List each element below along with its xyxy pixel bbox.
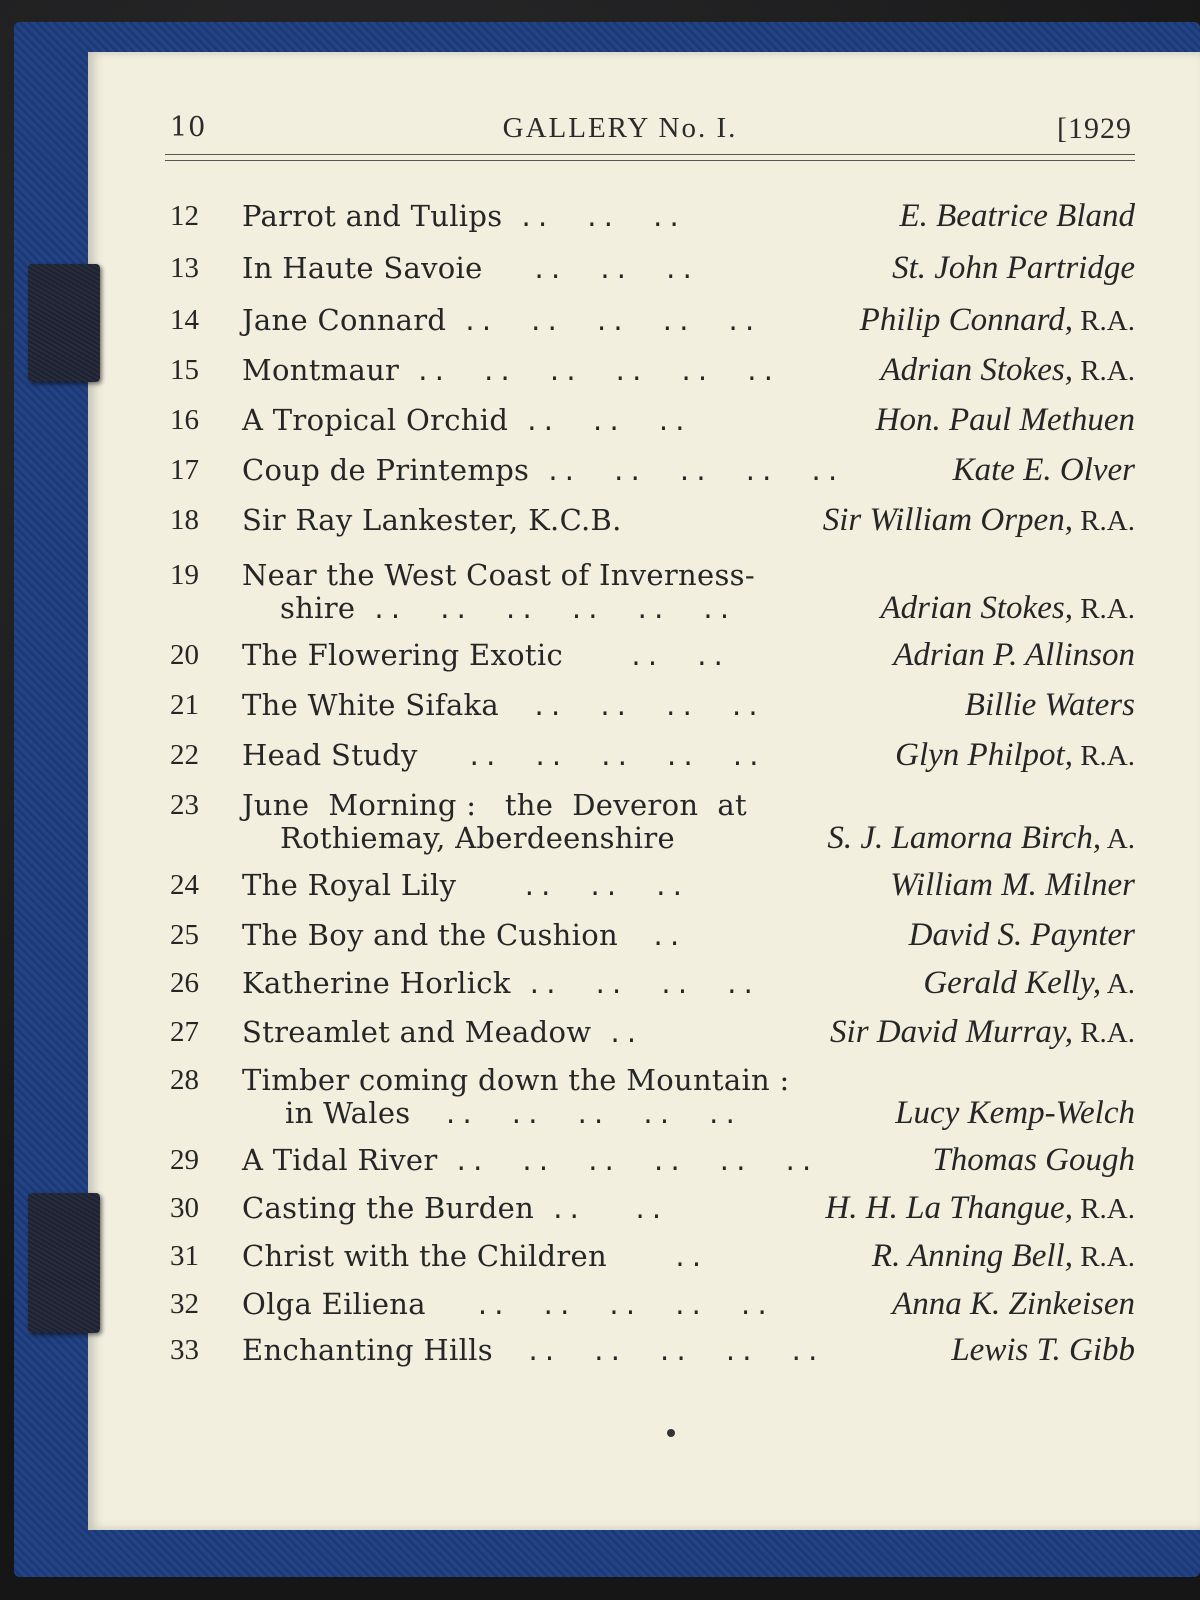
artist-honour: R.A. — [1072, 740, 1135, 772]
entry-number: 30 — [170, 1192, 199, 1224]
entry-number: 12 — [170, 200, 199, 232]
artist-honour: R.A. — [1072, 593, 1135, 625]
entry-artist: Sir William Orpen, R.A. — [822, 502, 1135, 538]
page-title: GALLERY No. I. — [502, 112, 738, 144]
entry-title: Sir Ray Lankester, K.C.B. — [242, 503, 622, 537]
entry-artist: Adrian Stokes, R.A. — [880, 590, 1135, 626]
entry-title: Near the West Coast of Inverness- — [242, 558, 755, 592]
leader-dots: .. — [607, 1244, 706, 1272]
entry-title: A Tropical Orchid .. .. .. — [242, 403, 690, 437]
artist-honour: R.A. — [1072, 355, 1135, 387]
entry-title: Olga Eiliena .. .. .. .. .. — [242, 1287, 772, 1321]
leader-dots: .. .. .. — [456, 873, 687, 901]
catalogue-entry-continuation — [165, 588, 1135, 628]
entry-title: The White Sifaka .. .. .. .. — [242, 688, 763, 722]
entry-artist: R. Anning Bell, R.A. — [871, 1238, 1135, 1274]
leader-dots: .. .. .. .. .. — [529, 458, 842, 486]
leader-dots: .. .. .. .. .. — [425, 1292, 772, 1320]
catalogue-entry — [165, 735, 1135, 775]
year-label: [1929 — [1057, 112, 1132, 145]
catalogue-entry — [165, 350, 1135, 390]
catalogue-entry — [165, 915, 1135, 955]
entry-number: 17 — [170, 454, 199, 486]
entry-artist: Lucy Kemp-Welch — [895, 1095, 1135, 1131]
catalogue-entry — [165, 450, 1135, 490]
entry-title: The Boy and the Cushion .. — [242, 918, 684, 952]
entry-number: 27 — [170, 1016, 199, 1048]
entry-artist: Glyn Philpot, R.A. — [895, 737, 1135, 773]
footer-bullet — [667, 1429, 675, 1437]
entry-artist: Thomas Gough — [932, 1142, 1135, 1178]
catalogue-entry — [165, 1012, 1135, 1052]
binding-tab-bottom — [28, 1193, 100, 1333]
artist-honour: R.A. — [1072, 1017, 1135, 1049]
entry-number: 20 — [170, 639, 199, 671]
leader-dots: .. .. .. .. — [499, 693, 763, 721]
catalogue-entry — [165, 400, 1135, 440]
entry-title-continued: shire .. .. .. .. .. .. — [280, 591, 734, 625]
catalogue-entry-continuation — [165, 818, 1135, 858]
entry-artist: Adrian P. Allinson — [893, 637, 1135, 673]
artist-honour: A. — [1101, 823, 1135, 855]
entry-artist: E. Beatrice Bland — [899, 198, 1135, 234]
entry-number: 26 — [170, 967, 199, 999]
artist-honour: R.A. — [1072, 1241, 1135, 1273]
entry-number: 24 — [170, 869, 199, 901]
entry-number: 18 — [170, 504, 199, 536]
catalogue-entry — [165, 635, 1135, 675]
entry-number: 32 — [170, 1288, 199, 1320]
leader-dots: .. .. .. — [502, 204, 684, 232]
leader-dots: .. .. — [563, 643, 728, 671]
entry-number: 28 — [170, 1064, 199, 1096]
entry-number: 23 — [170, 789, 199, 821]
leader-dots: .. .. .. .. .. .. — [355, 596, 734, 624]
entry-artist: Billie Waters — [964, 687, 1135, 723]
entry-title: Coup de Printemps .. .. .. .. .. — [242, 453, 842, 487]
leader-dots: .. .. .. .. .. .. — [437, 1148, 816, 1176]
entry-number: 31 — [170, 1240, 199, 1272]
entry-number: 16 — [170, 404, 199, 436]
artist-honour: R.A. — [1072, 505, 1135, 537]
leader-dots: .. .. .. .. .. — [492, 1338, 822, 1366]
entry-title: Streamlet and Meadow .. — [242, 1015, 641, 1049]
entry-artist: Sir David Murray, R.A. — [830, 1014, 1135, 1050]
leader-dots: .. .. .. .. .. — [417, 743, 764, 771]
catalogue-entry-continuation — [165, 1093, 1135, 1133]
page-number: 10 — [170, 112, 207, 143]
entry-title: In Haute Savoie .. .. .. — [242, 251, 697, 285]
artist-honour: R.A. — [1072, 1193, 1135, 1225]
entry-title-continued: in Wales .. .. .. .. .. — [285, 1096, 740, 1130]
catalogue-entry — [165, 1236, 1135, 1276]
entry-number: 22 — [170, 739, 199, 771]
catalogue-entry — [165, 1330, 1135, 1370]
entry-title: Head Study .. .. .. .. .. — [242, 738, 764, 772]
binding-tab-top — [28, 264, 100, 382]
catalogue-entry — [165, 196, 1135, 236]
entry-title: Katherine Horlick .. .. .. .. — [242, 966, 758, 1000]
catalogue-entry — [165, 1284, 1135, 1324]
catalogue-entry — [165, 500, 1135, 540]
entry-number: 13 — [170, 252, 199, 284]
catalogue-entry — [165, 1140, 1135, 1180]
entry-title: The Flowering Exotic .. .. — [242, 638, 728, 672]
entry-title: Montmaur .. .. .. .. .. .. — [242, 353, 778, 387]
entry-artist: Philip Connard, R.A. — [859, 302, 1135, 338]
entry-artist: Lewis T. Gibb — [951, 1332, 1135, 1368]
catalogue-entry — [165, 685, 1135, 725]
artist-honour: R.A. — [1072, 305, 1135, 337]
entry-title: Jane Connard .. .. .. .. .. — [242, 303, 759, 337]
header-rule — [165, 160, 1135, 161]
entry-number: 19 — [170, 559, 199, 591]
entry-number: 25 — [170, 919, 199, 951]
entry-title: Enchanting Hills .. .. .. .. .. — [242, 1333, 822, 1367]
catalogue-entry — [165, 1188, 1135, 1228]
entry-artist: Hon. Paul Methuen — [875, 402, 1135, 438]
entry-artist: Adrian Stokes, R.A. — [880, 352, 1135, 388]
catalogue-entry — [165, 300, 1135, 340]
entry-artist: Anna K. Zinkeisen — [892, 1286, 1135, 1322]
leader-dots: .. — [591, 1020, 641, 1048]
leader-dots: .. — [617, 923, 684, 951]
entry-artist: Gerald Kelly, A. — [923, 965, 1135, 1001]
entry-number: 14 — [170, 304, 199, 336]
leader-dots: .. .. .. — [482, 256, 697, 284]
entry-title: Timber coming down the Mountain : — [242, 1063, 790, 1097]
leader-dots: .. .. .. .. — [510, 971, 758, 999]
artist-honour: A. — [1101, 968, 1135, 1000]
catalogue-entry — [165, 248, 1135, 288]
entry-artist: Kate E. Olver — [952, 452, 1135, 488]
entry-title: June Morning : the Deveron at — [242, 788, 747, 822]
entry-title: A Tidal River .. .. .. .. .. .. — [242, 1143, 816, 1177]
header-rule — [165, 154, 1135, 155]
entry-artist: S. J. Lamorna Birch, A. — [827, 820, 1135, 856]
entry-title: Parrot and Tulips .. .. .. — [242, 199, 684, 233]
catalogue-entry — [165, 865, 1135, 905]
entry-number: 29 — [170, 1144, 199, 1176]
leader-dots: .. .. .. .. .. — [410, 1101, 740, 1129]
leader-dots: .. .. .. .. .. — [446, 308, 759, 336]
entry-title: The Royal Lily .. .. .. — [242, 868, 687, 902]
leader-dots: .. .. .. .. .. .. — [399, 358, 778, 386]
entry-artist: H. H. La Thangue, R.A. — [825, 1190, 1135, 1226]
entry-title-continued: Rothiemay, Aberdeenshire — [280, 821, 675, 855]
entry-artist: David S. Paynter — [908, 917, 1135, 953]
entry-number: 15 — [170, 354, 199, 386]
entry-title: Christ with the Children .. — [242, 1239, 706, 1273]
entry-number: 21 — [170, 689, 199, 721]
entry-number: 33 — [170, 1334, 199, 1366]
entry-artist: William M. Milner — [890, 867, 1135, 903]
entry-title: Casting the Burden .. .. — [242, 1191, 666, 1225]
entry-artist: St. John Partridge — [892, 250, 1135, 286]
leader-dots: .. .. .. — [508, 408, 690, 436]
leader-dots: .. .. — [534, 1196, 666, 1224]
catalogue-entry — [165, 963, 1135, 1003]
